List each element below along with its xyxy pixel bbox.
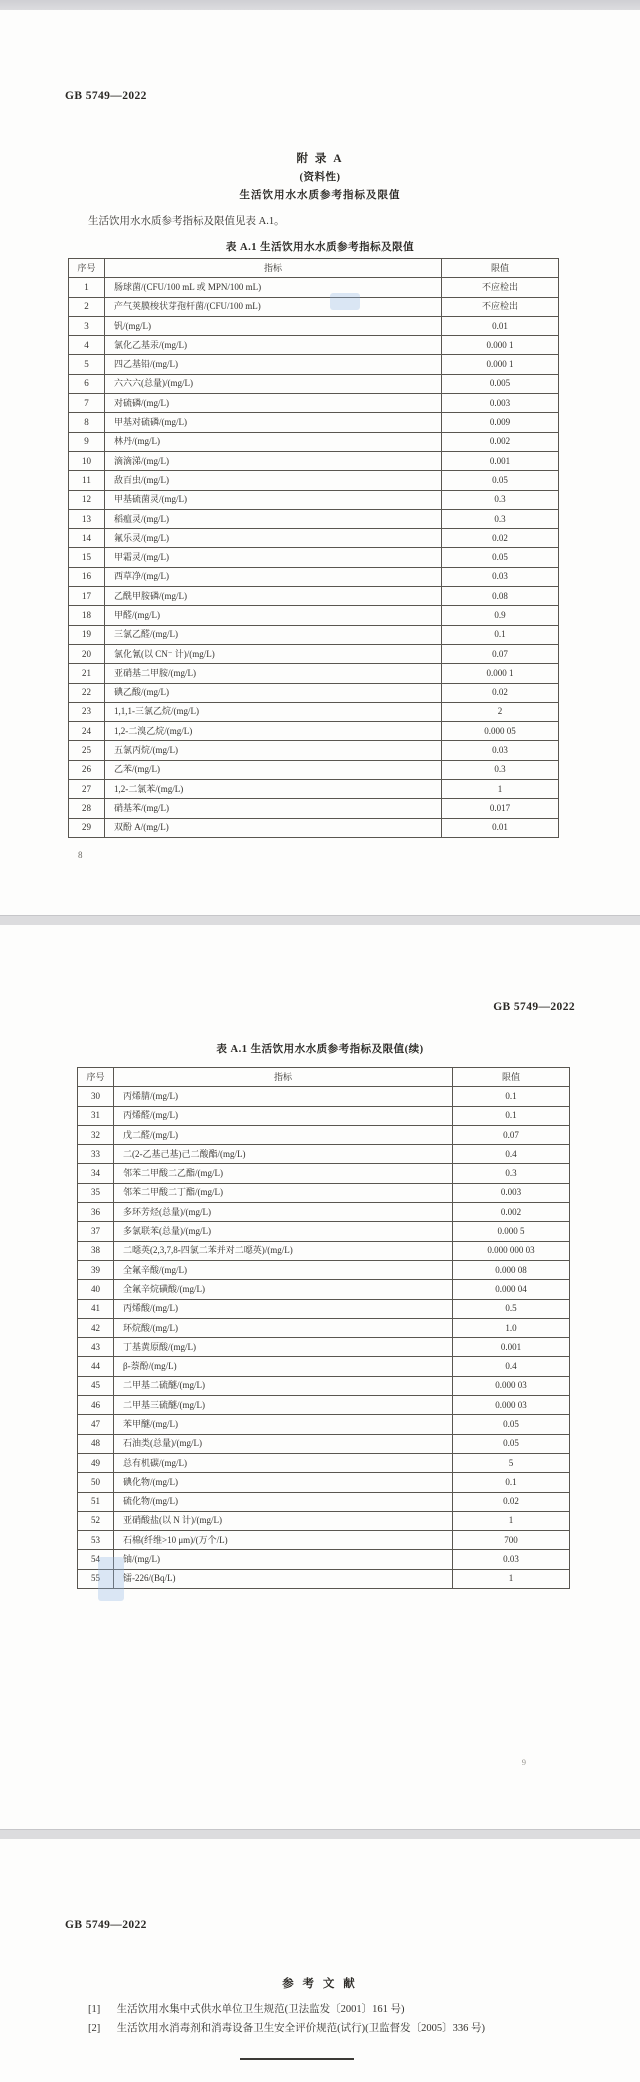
- table-row: [69, 780, 559, 799]
- indicator-cell: 丁基黄原酸/(mg/L): [114, 1338, 453, 1357]
- page-8: [0, 10, 640, 915]
- table-a1-page2: [77, 1067, 570, 1589]
- limit-cell: 0.001: [453, 1338, 570, 1357]
- limit-cell: 0.07: [442, 644, 559, 663]
- row-number-cell: 43: [78, 1338, 114, 1357]
- table-row: [69, 432, 559, 451]
- row-number-cell: 48: [78, 1434, 114, 1453]
- indicator-cell: 四乙基铅/(mg/L): [105, 355, 442, 374]
- table-row: [78, 1164, 570, 1183]
- table-row: [78, 1550, 570, 1569]
- indicator-cell: 苯甲醚/(mg/L): [114, 1415, 453, 1434]
- table-row: [69, 374, 559, 393]
- indicator-cell: 亚硝酸盐(以 N 计)/(mg/L): [114, 1511, 453, 1530]
- standard-code-header: GB 5749—2022: [493, 1001, 575, 1013]
- limit-cell: 0.02: [453, 1492, 570, 1511]
- limit-cell: 0.03: [453, 1550, 570, 1569]
- limit-cell: 0.000 03: [453, 1376, 570, 1395]
- standard-code-header: GB 5749—2022: [65, 1919, 147, 1931]
- row-number-cell: 6: [69, 374, 105, 393]
- limit-cell: 0.000 5: [453, 1222, 570, 1241]
- table-body-page2: [78, 1087, 570, 1589]
- limit-cell: 0.5: [453, 1299, 570, 1318]
- table-row: [69, 567, 559, 586]
- indicator-cell: 丙烯醛/(mg/L): [114, 1106, 453, 1125]
- standard-code-header: GB 5749—2022: [65, 90, 147, 102]
- indicator-cell: 亚硝基二甲胺/(mg/L): [105, 664, 442, 683]
- indicator-cell: 邻苯二甲酸二乙酯/(mg/L): [114, 1164, 453, 1183]
- indicator-cell: 乙苯/(mg/L): [105, 760, 442, 779]
- row-number-cell: 55: [78, 1569, 114, 1588]
- table-row: [69, 606, 559, 625]
- reference-label: [1]: [88, 2004, 101, 2015]
- row-number-cell: 15: [69, 548, 105, 567]
- limit-cell: 0.002: [442, 432, 559, 451]
- indicator-cell: 邻苯二甲酸二丁酯/(mg/L): [114, 1183, 453, 1202]
- indicator-cell: 产气荚膜梭状芽孢杆菌/(CFU/100 mL): [105, 297, 442, 316]
- column-header-indicator: 指标: [114, 1068, 453, 1087]
- indicator-cell: 对硫磷/(mg/L): [105, 394, 442, 413]
- indicator-cell: 林丹/(mg/L): [105, 432, 442, 451]
- limit-cell: 0.3: [442, 509, 559, 528]
- limit-cell: 0.000 05: [442, 722, 559, 741]
- table-row: [78, 1415, 570, 1434]
- limit-cell: 0.02: [442, 529, 559, 548]
- table-row: [69, 644, 559, 663]
- appendix-type: (资料性): [299, 172, 341, 183]
- table-row: [69, 336, 559, 355]
- table-header-row: [78, 1068, 570, 1087]
- limit-cell: 0.3: [442, 490, 559, 509]
- limit-cell: 0.02: [442, 683, 559, 702]
- limit-cell: 0.01: [442, 316, 559, 335]
- indicator-cell: 碘乙酸/(mg/L): [105, 683, 442, 702]
- page-separator: [0, 1829, 640, 1839]
- row-number-cell: 34: [78, 1164, 114, 1183]
- row-number-cell: 36: [78, 1203, 114, 1222]
- limit-cell: 0.017: [442, 799, 559, 818]
- end-rule: [240, 2058, 354, 2060]
- indicator-cell: 戊二醛/(mg/L): [114, 1125, 453, 1144]
- page-references: [0, 1839, 640, 2082]
- indicator-cell: 环烷酸/(mg/L): [114, 1318, 453, 1337]
- indicator-cell: 五氯丙烷/(mg/L): [105, 741, 442, 760]
- indicator-cell: 全氟辛酸/(mg/L): [114, 1260, 453, 1279]
- indicator-cell: 西草净/(mg/L): [105, 567, 442, 586]
- reference-text: 生活饮用水消毒剂和消毒设备卫生安全评价规范(试行)(卫监督发〔2005〕336 号): [116, 2022, 485, 2034]
- indicator-cell: 滴滴涕/(mg/L): [105, 451, 442, 470]
- table-row: [78, 1473, 570, 1492]
- reference-label: [2]: [88, 2022, 101, 2034]
- reference-text: 生活饮用水集中式供水单位卫生规范(卫法监发〔2001〕161 号): [116, 2004, 405, 2015]
- indicator-cell: 全氟辛烷磺酸/(mg/L): [114, 1280, 453, 1299]
- indicator-cell: 铀/(mg/L): [114, 1550, 453, 1569]
- indicator-cell: 石棉(纤维>10 μm)/(万个/L): [114, 1531, 453, 1550]
- row-number-cell: 17: [69, 587, 105, 606]
- indicator-cell: 肠球菌/(CFU/100 mL 或 MPN/100 mL): [105, 278, 442, 297]
- row-number-cell: 24: [69, 722, 105, 741]
- limit-cell: 1: [442, 780, 559, 799]
- table-row: [78, 1106, 570, 1125]
- row-number-cell: 27: [69, 780, 105, 799]
- limit-cell: 700: [453, 1531, 570, 1550]
- row-number-cell: 19: [69, 625, 105, 644]
- row-number-cell: 14: [69, 529, 105, 548]
- limit-cell: 0.03: [442, 567, 559, 586]
- row-number-cell: 5: [69, 355, 105, 374]
- row-number-cell: 54: [78, 1550, 114, 1569]
- table-header: [69, 259, 559, 278]
- limit-cell: 0.005: [442, 374, 559, 393]
- column-header-no: 序号: [69, 259, 105, 278]
- indicator-cell: 甲基对硫磷/(mg/L): [105, 413, 442, 432]
- indicator-cell: 三氯乙醛/(mg/L): [105, 625, 442, 644]
- limit-cell: 0.3: [442, 760, 559, 779]
- row-number-cell: 41: [78, 1299, 114, 1318]
- column-header-no: 序号: [78, 1068, 114, 1087]
- row-number-cell: 33: [78, 1145, 114, 1164]
- indicator-cell: 1,2-二溴乙烷/(mg/L): [105, 722, 442, 741]
- table-row: [78, 1569, 570, 1588]
- table-row: [69, 394, 559, 413]
- table-row: [78, 1453, 570, 1472]
- table-row: [78, 1531, 570, 1550]
- limit-cell: 不应检出: [442, 297, 559, 316]
- table-row: [69, 355, 559, 374]
- table-row: [69, 587, 559, 606]
- indicator-cell: 二(2-乙基己基)己二酸酯/(mg/L): [114, 1145, 453, 1164]
- row-number-cell: 38: [78, 1241, 114, 1260]
- table-row: [78, 1203, 570, 1222]
- row-number-cell: 53: [78, 1531, 114, 1550]
- scan-artifact: [98, 1557, 124, 1601]
- limit-cell: 1: [453, 1569, 570, 1588]
- indicator-cell: 碘化物/(mg/L): [114, 1473, 453, 1492]
- table-row: [69, 297, 559, 316]
- indicator-cell: 氟乐灵/(mg/L): [105, 529, 442, 548]
- references-list: [88, 2001, 485, 2038]
- table-row: [69, 722, 559, 741]
- indicator-cell: 多环芳烃(总量)/(mg/L): [114, 1203, 453, 1222]
- row-number-cell: 39: [78, 1260, 114, 1279]
- row-number-cell: 22: [69, 683, 105, 702]
- table-title-page1: 表 A.1 生活饮用水水质参考指标及限值: [225, 242, 415, 253]
- reference-item: [88, 2020, 485, 2039]
- table-row: [78, 1318, 570, 1337]
- row-number-cell: 23: [69, 702, 105, 721]
- indicator-cell: 1,2-二氯苯/(mg/L): [105, 780, 442, 799]
- row-number-cell: 4: [69, 336, 105, 355]
- limit-cell: 0.000 1: [442, 664, 559, 683]
- row-number-cell: 51: [78, 1492, 114, 1511]
- table-row: [78, 1260, 570, 1279]
- row-number-cell: 47: [78, 1415, 114, 1434]
- limit-cell: 0.01: [442, 818, 559, 837]
- scan-artifact: [330, 293, 360, 310]
- table-row: [78, 1511, 570, 1530]
- row-number-cell: 29: [69, 818, 105, 837]
- page-number-8: 8: [78, 850, 83, 860]
- table-row: [69, 664, 559, 683]
- table-row: [69, 702, 559, 721]
- page-number-9: 9: [521, 1757, 526, 1767]
- page-9: [0, 925, 640, 1829]
- row-number-cell: 44: [78, 1357, 114, 1376]
- table-row: [78, 1241, 570, 1260]
- table-title-page2: 表 A.1 生活饮用水水质参考指标及限值(续): [216, 1044, 424, 1055]
- row-number-cell: 32: [78, 1125, 114, 1144]
- limit-cell: 1: [453, 1511, 570, 1530]
- table-row: [69, 741, 559, 760]
- table-row: [78, 1396, 570, 1415]
- row-number-cell: 37: [78, 1222, 114, 1241]
- row-number-cell: 21: [69, 664, 105, 683]
- row-number-cell: 49: [78, 1453, 114, 1472]
- table-body-page1: [69, 278, 559, 838]
- column-header-limit: 限值: [442, 259, 559, 278]
- limit-cell: 0.05: [442, 471, 559, 490]
- row-number-cell: 7: [69, 394, 105, 413]
- row-number-cell: 20: [69, 644, 105, 663]
- limit-cell: 5: [453, 1453, 570, 1472]
- row-number-cell: 28: [69, 799, 105, 818]
- row-number-cell: 31: [78, 1106, 114, 1125]
- row-number-cell: 25: [69, 741, 105, 760]
- indicator-cell: 钒/(mg/L): [105, 316, 442, 335]
- indicator-cell: 石油类(总量)/(mg/L): [114, 1434, 453, 1453]
- limit-cell: 0.000 1: [442, 336, 559, 355]
- limit-cell: 0.9: [442, 606, 559, 625]
- limit-cell: 0.4: [453, 1145, 570, 1164]
- limit-cell: 0.05: [453, 1415, 570, 1434]
- row-number-cell: 11: [69, 471, 105, 490]
- table-row: [69, 451, 559, 470]
- indicator-cell: 甲醛/(mg/L): [105, 606, 442, 625]
- row-number-cell: 35: [78, 1183, 114, 1202]
- limit-cell: 1.0: [453, 1318, 570, 1337]
- table-header-row: [69, 259, 559, 278]
- indicator-cell: 硫化物/(mg/L): [114, 1492, 453, 1511]
- limit-cell: 0.000 000 03: [453, 1241, 570, 1260]
- column-header-indicator: 指标: [105, 259, 442, 278]
- row-number-cell: 9: [69, 432, 105, 451]
- limit-cell: 0.009: [442, 413, 559, 432]
- indicator-cell: 二甲基三硫醚/(mg/L): [114, 1396, 453, 1415]
- row-number-cell: 10: [69, 451, 105, 470]
- indicator-cell: 二噁英(2,3,7,8-四氯二苯并对二噁英)/(mg/L): [114, 1241, 453, 1260]
- row-number-cell: 52: [78, 1511, 114, 1530]
- row-number-cell: 30: [78, 1087, 114, 1106]
- row-number-cell: 50: [78, 1473, 114, 1492]
- table-row: [78, 1434, 570, 1453]
- table-row: [78, 1087, 570, 1106]
- row-number-cell: 45: [78, 1376, 114, 1395]
- table-row: [78, 1183, 570, 1202]
- reference-item: [88, 2001, 485, 2020]
- indicator-cell: 丙烯腈/(mg/L): [114, 1087, 453, 1106]
- indicator-cell: 甲基硫菌灵/(mg/L): [105, 490, 442, 509]
- indicator-cell: 稻瘟灵/(mg/L): [105, 509, 442, 528]
- table-row: [78, 1222, 570, 1241]
- table-row: [78, 1145, 570, 1164]
- indicator-cell: 硝基苯/(mg/L): [105, 799, 442, 818]
- indicator-cell: β-萘酚/(mg/L): [114, 1357, 453, 1376]
- indicator-cell: 六六六(总量)/(mg/L): [105, 374, 442, 393]
- limit-cell: 0.4: [453, 1357, 570, 1376]
- limit-cell: 0.000 1: [442, 355, 559, 374]
- table-a1-page1: [68, 258, 559, 838]
- table-row: [69, 471, 559, 490]
- row-number-cell: 40: [78, 1280, 114, 1299]
- row-number-cell: 46: [78, 1396, 114, 1415]
- indicator-cell: 1,1,1-三氯乙烷/(mg/L): [105, 702, 442, 721]
- table-row: [69, 799, 559, 818]
- viewer-top-strip: [0, 0, 640, 10]
- indicator-cell: 乙酰甲胺磷/(mg/L): [105, 587, 442, 606]
- row-number-cell: 18: [69, 606, 105, 625]
- limit-cell: 0.003: [453, 1183, 570, 1202]
- row-number-cell: 42: [78, 1318, 114, 1337]
- indicator-cell: 氯化氰(以 CN⁻ 计)/(mg/L): [105, 644, 442, 663]
- table-row: [78, 1125, 570, 1144]
- limit-cell: 0.08: [442, 587, 559, 606]
- table-row: [78, 1299, 570, 1318]
- limit-cell: 0.000 03: [453, 1396, 570, 1415]
- limit-cell: 0.1: [453, 1106, 570, 1125]
- page-separator: [0, 915, 640, 925]
- indicator-cell: 甲霜灵/(mg/L): [105, 548, 442, 567]
- limit-cell: 0.07: [453, 1125, 570, 1144]
- table-row: [69, 316, 559, 335]
- limit-cell: 0.1: [453, 1473, 570, 1492]
- row-number-cell: 8: [69, 413, 105, 432]
- table-row: [69, 625, 559, 644]
- indicator-cell: 敌百虫/(mg/L): [105, 471, 442, 490]
- limit-cell: 0.05: [442, 548, 559, 567]
- limit-cell: 0.1: [453, 1087, 570, 1106]
- table-row: [69, 818, 559, 837]
- row-number-cell: 26: [69, 760, 105, 779]
- column-header-limit: 限值: [453, 1068, 570, 1087]
- indicator-cell: 氯化乙基汞/(mg/L): [105, 336, 442, 355]
- table-row: [69, 683, 559, 702]
- indicator-cell: 丙烯酸/(mg/L): [114, 1299, 453, 1318]
- limit-cell: 0.002: [453, 1203, 570, 1222]
- table-row: [78, 1280, 570, 1299]
- row-number-cell: 1: [69, 278, 105, 297]
- indicator-cell: 总有机碳/(mg/L): [114, 1453, 453, 1472]
- table-row: [69, 760, 559, 779]
- row-number-cell: 13: [69, 509, 105, 528]
- appendix-label: 附 录 A: [296, 153, 344, 165]
- indicator-cell: 双酚 A/(mg/L): [105, 818, 442, 837]
- intro-paragraph: 生活饮用水水质参考指标及限值见表 A.1。: [88, 216, 285, 227]
- row-number-cell: 12: [69, 490, 105, 509]
- table-row: [78, 1357, 570, 1376]
- appendix-title: 生活饮用水水质参考指标及限值: [239, 190, 401, 201]
- limit-cell: 2: [442, 702, 559, 721]
- row-number-cell: 3: [69, 316, 105, 335]
- limit-cell: 0.3: [453, 1164, 570, 1183]
- table-header: [78, 1068, 570, 1087]
- table-row: [69, 509, 559, 528]
- table-row: [69, 278, 559, 297]
- limit-cell: 0.05: [453, 1434, 570, 1453]
- table-row: [78, 1492, 570, 1511]
- table-row: [69, 490, 559, 509]
- table-row: [69, 413, 559, 432]
- indicator-cell: 镭-226/(Bq/L): [114, 1569, 453, 1588]
- limit-cell: 0.001: [442, 451, 559, 470]
- limit-cell: 0.000 04: [453, 1280, 570, 1299]
- limit-cell: 0.000 08: [453, 1260, 570, 1279]
- limit-cell: 0.1: [442, 625, 559, 644]
- limit-cell: 0.03: [442, 741, 559, 760]
- indicator-cell: 多氯联苯(总量)/(mg/L): [114, 1222, 453, 1241]
- table-row: [78, 1338, 570, 1357]
- row-number-cell: 16: [69, 567, 105, 586]
- limit-cell: 0.003: [442, 394, 559, 413]
- row-number-cell: 2: [69, 297, 105, 316]
- limit-cell: 不应检出: [442, 278, 559, 297]
- references-title: 参 考 文 献: [282, 1978, 358, 1990]
- table-row: [78, 1376, 570, 1395]
- table-row: [69, 529, 559, 548]
- indicator-cell: 二甲基二硫醚/(mg/L): [114, 1376, 453, 1395]
- table-row: [69, 548, 559, 567]
